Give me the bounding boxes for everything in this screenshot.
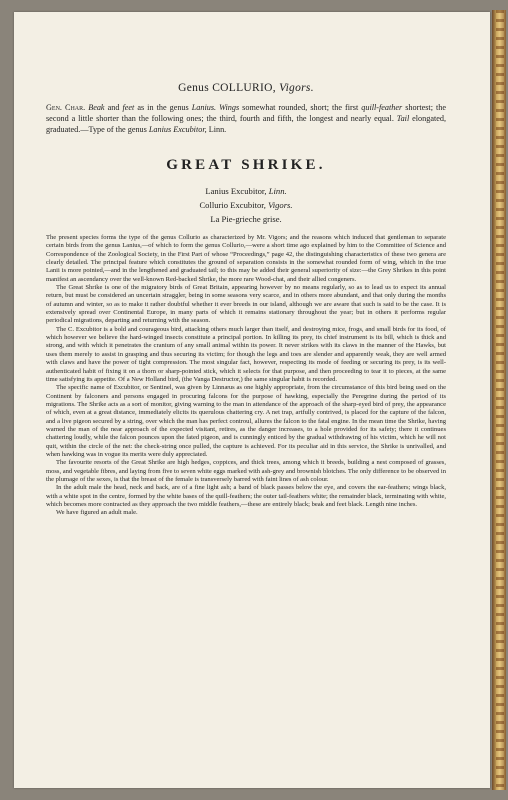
synonym-line bbox=[46, 184, 446, 198]
generic-character-text bbox=[46, 103, 446, 134]
generic-character-segment: as in the genus bbox=[134, 103, 192, 112]
synonym-list bbox=[46, 184, 446, 226]
generic-character-segment: and bbox=[104, 103, 123, 112]
generic-character-segment: feet bbox=[122, 103, 135, 112]
synonym-line bbox=[46, 198, 446, 212]
genus-heading-prefix: Genus bbox=[178, 82, 209, 94]
body-paragraph: The C. Excubitor is a bold and courageous bird, attacking others much larger than itself, and destroying mice, frogs, and small birds for its food, of which however we believe the hard-winged insects constitute a principal portion. In killing its prey, its chief instrument is its bill, which is thick and strong, and with which it penetrates the cranium of any small animal within its power. It never strikes with its claws in the manner of the Hawks, but uses them merely to assist in grasping and thus securing its victim; for though the legs and toes are slender and apparently weak, they are well armed with claws and have the power of tight compression. The most singular fact, however, respecting its mode of feeding or securing its prey, is its well-authenticated habit of fixing it on a thorn or sharp-pointed stick, which it selects for that purpose, and then proceeding to tear it to pieces, at the same time satisfying its appetite. Of a New Holland bird, (the Vanga Destructor,) the same singular habit is recorded. bbox=[46, 325, 446, 383]
body-paragraph: The present species forms the type of the genus Collurio as characterized by Mr. Vigors; and the reasons which induced that gentleman to separate certain birds from the genus Lanius,—of which to form the genus Collurio,—were a short time ago explained by him to the Committee of Science and Correspondence of the Zoological Society, in the First Part of whose “Proceedings,” page 42, the distinguishing characteristics of these two genera are clearly detailed. The principal feature which constitutes the ground of separation consists in the somewhat rounded form of wing, which in the true Lanii is more pointed,—and in the lengthened and graduated tail; to this may be added their general superiority of size:—the Grey Shrikes in this point manifest an ascendancy over the well-known Red-backed Shrike, the more rare Wood-chat, and their allied congeners. bbox=[46, 234, 446, 283]
body-paragraph: We have figured an adult male. bbox=[56, 509, 138, 517]
generic-character-segment: Wings bbox=[219, 103, 240, 112]
synonym-authority: Linn. bbox=[268, 186, 287, 196]
generic-character-segment: Lanius. bbox=[191, 103, 217, 112]
generic-character-segment: elongated, graduated.—Type of the genus bbox=[46, 114, 447, 134]
synonym-authority: Vigors. bbox=[268, 200, 293, 210]
genus-heading-authority: Vigors. bbox=[279, 82, 314, 94]
generic-character-paragraph bbox=[46, 102, 446, 135]
generic-character-segment: Linn. bbox=[206, 125, 227, 134]
body-paragraph: In the adult male the head, neck and back, are of a fine light ash; a band of black passes below the eye, and covers the ear-feathers; wings black, with a white spot in the centre, formed by the white bases of the quill-feathers; the outer tail-feathers white; the remainder black, terminating with white, which becomes more contracted as they approach the two middle feathers,—these are entirely black; beak and feet black. Length nine inches. bbox=[46, 484, 446, 508]
generic-character-segment: Lanius Excubitor, bbox=[148, 125, 207, 134]
generic-character-label: Gen. Char. bbox=[46, 103, 86, 112]
generic-character-segment: shortest; the second a little shorter than the following ones; the third, fourth and fifth, the longest and nearly equal. bbox=[46, 103, 447, 123]
body-paragraph: The Great Shrike is one of the migratory birds of Great Britain, appearing however by no means regularly, so as to lead us to expect its annual return, but must be considered an uncertain straggler, being in some seasons very scarce, and in others more abundant, and that only during the months of autumn and winter, so as to make it rather doubtful whether it ever breeds in our island, although we are aware that such is said to be the case. It is extensively spread over Continental Europe, in many parts of which it remains stationary throughout the year; but in others it performs regular periodical migrations, departing and returning with the season. bbox=[46, 284, 446, 325]
page-content bbox=[46, 82, 446, 518]
generic-character-segment: somewhat rounded, short; the first bbox=[239, 103, 362, 112]
marbled-edge-pattern bbox=[496, 10, 504, 790]
genus-heading-name: COLLURIO, bbox=[212, 82, 276, 94]
genus-heading bbox=[46, 82, 446, 94]
body-paragraph: The favourite resorts of the Great Shrike are high hedges, coppices, and thick trees, among which it breeds, building a nest composed of grasses, moss, and vegetable fibres, and laying from five to seven white eggs marked with ash-grey and brownish blotches. The only difference to be observed in the plumage of the sexes, is that the breast of the female is transversely barred with faint lines of ash colour. bbox=[46, 459, 446, 483]
synonym-line bbox=[46, 212, 446, 226]
species-title: GREAT SHRIKE. bbox=[166, 157, 326, 173]
synonym-name: La Pie-grieche grise. bbox=[210, 214, 282, 224]
generic-character-segment: Tail bbox=[396, 114, 410, 123]
species-description bbox=[46, 234, 446, 518]
synonym-name: Lanius Excubitor, bbox=[205, 186, 267, 196]
generic-character-segment: quill-feather bbox=[361, 103, 403, 112]
synonym-name: Collurio Excubitor, bbox=[199, 200, 266, 210]
body-paragraph: The specific name of Excubitor, or Sentinel, was given by Linnæus as one highly appropriate, from the circumstance of this bird being used on the Continent by falconers and persons engaged in procuring falcons for the purpose of hawking, especially the Peregrine during the period of its migrations. The Shrike acts as a sort of monitor, giving warning to the man in attendance of the approach of the sharp-eyed bird of prey, the appearance of which, even at a great distance, immediately elicits its querulous chattering cry. A net trap, artfully contrived, is placed for the capture of the falcon, and a live pigeon secured by a string, over which the man has perfect controul, allures the falcon to the fatal engine. In the mean time the Shrike, having warned the man of the near approach of the expected visitant, retires, as the danger increases, to a hole provided for its safety; there it continues chattering loudly, while the falcon pounces upon the fated pigeon, and is cunningly enticed by the gradual withdrawing of his victim, which he will not quit, within the circle of the net: the check-string once pulled, the capture is achieved. For its peculiar aid in this service, the Shrike is unrivalled, and when hawking was in vogue its merits were duly appreciated. bbox=[46, 384, 446, 458]
generic-character-segment: Beak bbox=[88, 103, 105, 112]
